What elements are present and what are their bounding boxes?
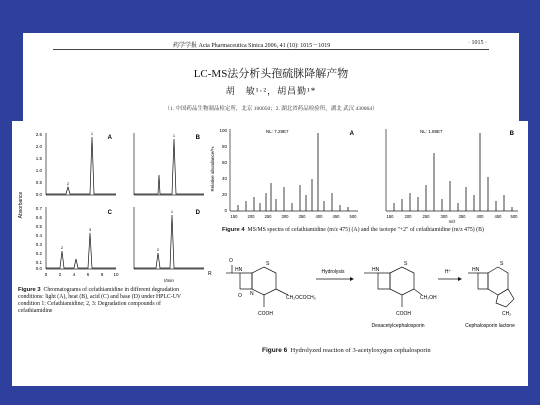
group-amide: HN — [235, 267, 243, 273]
group-oxo: O — [229, 258, 233, 264]
group-hydroxymethyl: CH₂OH — [420, 295, 437, 301]
reaction-step2-label: H⁺ — [444, 269, 452, 275]
x-tick: 200 — [247, 214, 255, 219]
y-tick: 0.3 — [35, 242, 42, 247]
panel-label: A — [349, 131, 354, 137]
figure3-caption-text: Chromatograms of cefathiamidine in different degradation conditions: light (A), heat (B), acid (C) and base (D) under HPLC-UV condition 1: Cefathiamidine; 2, 3: Degradation compounds of cefathiamidine — [18, 287, 181, 314]
x-tick: 4 — [72, 272, 76, 277]
chromatogram-c — [36, 206, 119, 277]
group-ring-s: S — [404, 261, 408, 267]
figure4-caption-text: MS/MS spectra of cefathiamidine (m/z 475) (A) and the isotope "+2" of cefathiamidine (m/z 475) (B) — [247, 227, 484, 233]
header-rule — [53, 49, 489, 50]
figures-panel — [12, 121, 528, 386]
group-acid: COOH — [258, 311, 273, 317]
x-tick: 6 — [86, 272, 90, 277]
compound2-name: Desacetylcephalosporin — [371, 323, 425, 329]
x-tick: 400 — [476, 214, 484, 219]
figure4-ylabel: Relative abundance/% — [210, 146, 215, 192]
x-tick: 250 — [422, 214, 430, 219]
trace-line — [134, 215, 204, 268]
chromatogram-a — [36, 131, 116, 197]
y-tick: 0.4 — [35, 233, 42, 238]
trace-line — [46, 233, 116, 268]
figure6-caption-text: Hydrolyzed reaction of 3-acetyloxygen cephalosporin — [290, 347, 431, 354]
paper-header-panel — [23, 33, 519, 121]
peak-label: 1 — [170, 209, 174, 214]
panel-label: C — [107, 210, 112, 216]
x-tick: 150 — [230, 214, 238, 219]
figure4-caption-label: Figure 4 — [222, 227, 245, 233]
compound3-name: Cephalosporin lactone — [465, 323, 515, 329]
x-tick: 450 — [332, 214, 340, 219]
chromatogram-b — [134, 133, 204, 195]
figure4-xlabel: m/z — [448, 219, 456, 223]
x-tick: 350 — [298, 214, 306, 219]
arrowhead — [458, 277, 462, 281]
y-tick: 1.5 — [35, 156, 42, 161]
y-tick: 40 — [221, 176, 227, 181]
x-tick: 400 — [315, 214, 323, 219]
group-amide: HN — [372, 267, 380, 273]
y-tick: 0.1 — [35, 260, 42, 265]
x-tick: 350 — [458, 214, 466, 219]
spectrum-b — [386, 129, 518, 223]
x-tick: 250 — [264, 214, 272, 219]
group-acetoxymethyl: CH₂OCOCH₃ — [286, 295, 316, 301]
peak-label: 1 — [172, 133, 176, 138]
x-tick: 200 — [404, 214, 412, 219]
figure3-chromatograms — [16, 125, 211, 285]
group-acid: COOH — [396, 311, 411, 317]
peak-label: 2 — [156, 247, 160, 252]
y-tick: 0.0 — [35, 192, 42, 197]
x-tick: 8 — [100, 272, 104, 277]
chromatogram-d — [134, 207, 204, 283]
article-authors: 胡 敏¹·²，胡昌勤¹* — [225, 86, 317, 96]
panel-label: D — [195, 210, 200, 216]
spectrum-b-annotation: NL: 1.89E7 — [420, 129, 443, 134]
group-ring-s: S — [500, 261, 504, 267]
y-tick: 60 — [221, 160, 227, 165]
y-tick: 0.2 — [35, 251, 42, 256]
figure4-caption — [222, 227, 522, 234]
group-ring-n: N — [250, 291, 254, 297]
y-tick: 0.5 — [35, 180, 42, 185]
peak-label: 2 — [66, 181, 70, 186]
trace-line — [46, 137, 116, 194]
x-tick: 300 — [440, 214, 448, 219]
panel-label: A — [107, 135, 112, 141]
x-tick: 450 — [494, 214, 502, 219]
y-tick: 20 — [221, 192, 227, 197]
peak-label: 1 — [90, 131, 94, 136]
group-oxo: O — [238, 293, 242, 299]
article-title: LC-MS法分析头孢硫脒降解产物 — [193, 68, 349, 80]
spectrum-a — [219, 128, 358, 219]
x-tick: 150 — [386, 214, 394, 219]
structure-desacetyl — [364, 267, 422, 307]
x-tick: 2 — [58, 272, 62, 277]
structure-lactone — [468, 267, 514, 307]
spectrum-a-annotation: NL: 7.29E7 — [266, 129, 289, 134]
figure3-caption — [18, 287, 188, 315]
x-tick: 10 — [113, 272, 119, 277]
y-tick: 2.5 — [35, 132, 42, 137]
y-tick: 0.5 — [35, 224, 42, 229]
page-number: · 1015 · — [468, 40, 487, 46]
figure6-caption-label: Figure 6 — [262, 347, 288, 354]
arrowhead — [350, 277, 354, 281]
panel-label: B — [195, 135, 200, 141]
trace-line — [134, 139, 204, 194]
y-tick: 100 — [219, 128, 227, 133]
peak-label: 2 — [60, 245, 64, 250]
figure6-reaction-scheme — [202, 247, 520, 347]
y-tick: 2.0 — [35, 144, 42, 149]
figure3-ylabel: Absorbance — [18, 191, 24, 219]
figure4-spectra — [208, 123, 526, 223]
group-ring-s: S — [266, 261, 270, 267]
figure3-xlabel: t/min — [164, 278, 174, 283]
journal-header: 药学学报 Acta Pharmaceutica Sinica 2006, 41 (10): 1015－1019 — [173, 43, 331, 49]
spectrum-a-peaks — [238, 133, 348, 211]
y-tick: 80 — [221, 144, 227, 149]
y-tick: 1.0 — [35, 168, 42, 173]
group-methylene: CH₂ — [502, 311, 512, 317]
y-tick: 0.0 — [35, 266, 42, 271]
panel-label: B — [509, 131, 514, 137]
x-tick: 500 — [349, 214, 357, 219]
x-tick: 500 — [510, 214, 518, 219]
y-tick: 0.6 — [35, 215, 42, 220]
group-r: R — [208, 271, 212, 277]
group-amide: HN — [472, 267, 480, 273]
spectrum-b-peaks — [394, 133, 512, 211]
article-affiliation: （1. 中国药品生物制品检定所，北京 100050；2. 湖北省药品检验所，湖北 武汉 430064） — [164, 106, 378, 112]
reaction-step1-label: Hydrolysis — [321, 269, 345, 275]
x-tick: 300 — [281, 214, 289, 219]
peak-label: 3 — [88, 227, 92, 232]
figure3-caption-label: Figure 3 — [18, 287, 41, 293]
figure6-caption — [262, 347, 522, 354]
x-tick: 0 — [44, 272, 48, 277]
y-tick: 0.7 — [35, 206, 42, 211]
y-tick: 0 — [224, 208, 227, 213]
